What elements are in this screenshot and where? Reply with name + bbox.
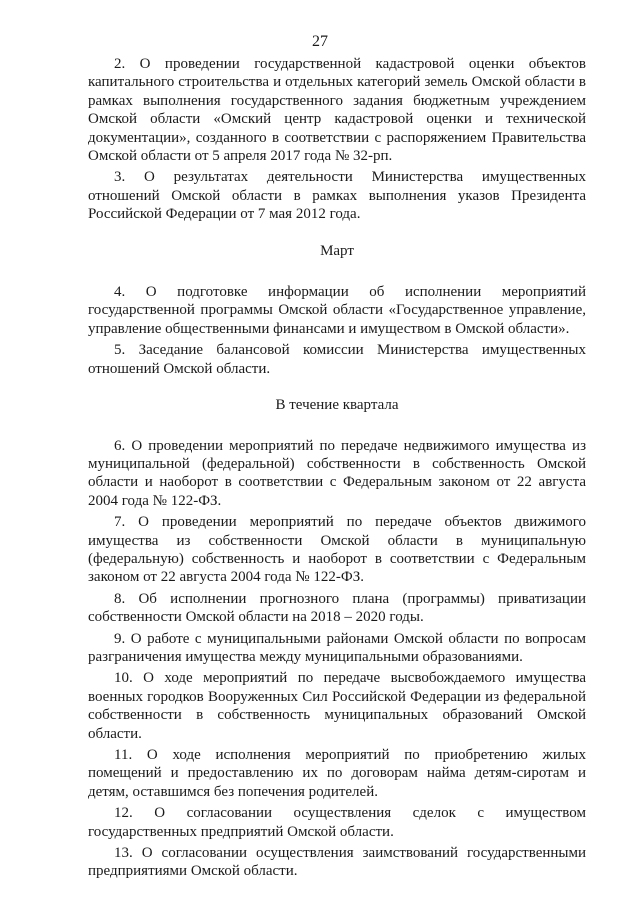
page-number: 27 xyxy=(312,33,328,50)
section-quarter xyxy=(88,396,586,881)
list-item: 5. Заседание балансовой комиссии Министерства имущественных отношений Омской области. xyxy=(88,342,586,377)
list-item: 10. О ходе мероприятий по передаче высвобождаемого имущества военных городков Вооруженных Сил Российской Федерации из федеральной собственности в собственность муниципальных образований Омской области. xyxy=(88,670,586,742)
list-item: 2. О проведении государственной кадастровой оценки объектов капитального строительства и отдельных категорий земель Омской области в рамках выполнения государственного задания бюджетным учреждением Омской области «Омский центр кадастровой оценки и технической документации», созданного в соответствии с распоряжением Правительства Омской области от 5 апреля 2017 года № 32-рп. xyxy=(88,56,586,165)
list-item: 12. О согласовании осуществления сделок с имуществом государственных предприятий Омской области. xyxy=(88,805,586,840)
list-item: 4. О подготовке информации об исполнении мероприятий государственной программы Омской области «Государственное управление, управление общественными финансами и имуществом в Омской области». xyxy=(88,284,586,337)
document-body xyxy=(88,55,586,884)
list-item: 3. О результатах деятельности Министерства имущественных отношений Омской области в рамках выполнения указов Президента Российской Федерации от 7 мая 2012 года. xyxy=(88,169,586,223)
section-top xyxy=(88,55,586,224)
section-heading-quarter: В течение квартала xyxy=(275,397,399,414)
list-item: 11. О ходе исполнения мероприятий по приобретению жилых помещений и предоставлению их по договорам найма детям-сиротам и детям, оставшимся без попечения родителей. xyxy=(88,747,586,800)
list-item: 6. О проведении мероприятий по передаче недвижимого имущества из муниципальной (федеральной) собственности в собственность Омской области и наоборот в соответствии с Федеральным законом от 22 августа 2004 года № 122-ФЗ. xyxy=(88,437,586,509)
list-item: 7. О проведении мероприятий по передаче объектов движимого имущества из собственности Омской области в муниципальную (федеральную) собственность и наоборот в соответствии с Федеральным законом от 22 августа 2004 года № 122-ФЗ. xyxy=(88,514,586,586)
section-march xyxy=(88,242,586,378)
section-heading-march: Март xyxy=(320,242,354,259)
list-item: 8. Об исполнении прогнозного плана (программы) приватизации собственности Омской области на 2018 – 2020 годы. xyxy=(88,590,586,626)
list-item: 9. О работе с муниципальными районами Омской области по вопросам разграничения имущества между муниципальными образованиями. xyxy=(88,630,586,665)
list-item: 13. О согласовании осуществления заимствований государственными предприятиями Омской области. xyxy=(88,845,586,880)
